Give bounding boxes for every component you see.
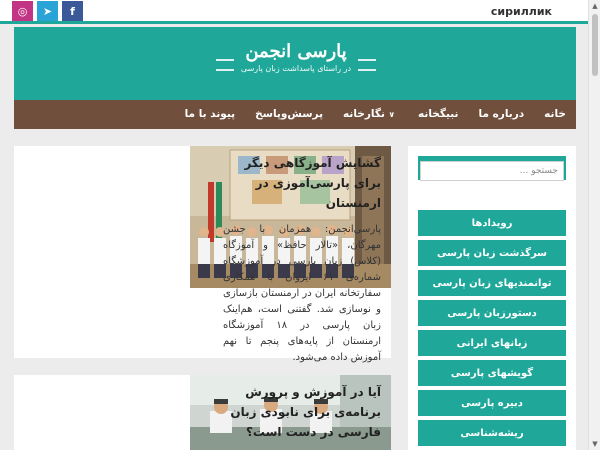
category-item[interactable]: گویشهای پارسی bbox=[418, 360, 566, 386]
post-card bbox=[14, 375, 391, 450]
search-box bbox=[418, 156, 566, 180]
telegram-icon[interactable]: ➤ bbox=[37, 1, 58, 21]
category-item[interactable]: دستورزبان پارسی bbox=[418, 300, 566, 326]
post-excerpt: پارسی‌انجمن: همزمان با جشن مهرگان، «تالار حافظ» و آموزگاه (کلاس) زبان پارسی در آموزشگاه شماره‌ی ۶۱ ایروان با همکاری سفارتخانه ایران در ارمنستان بازسازی و نوسازی شد. گفتنی است، هم‌اینک زبان پارسی در ۱۸ آموزشگاه ارمنستان از پایه‌های پنجم تا نهم آموزش داده می‌شود. bbox=[223, 224, 381, 363]
nav-item-home[interactable]: خانه bbox=[544, 108, 566, 120]
nav-item-faq[interactable]: پرسش‌وپاسخ bbox=[255, 108, 324, 120]
facebook-icon[interactable]: f bbox=[62, 1, 83, 21]
top-bar bbox=[0, 0, 588, 24]
category-list bbox=[418, 210, 566, 450]
scroll-up-icon[interactable]: ▲ bbox=[592, 2, 598, 10]
social-links bbox=[12, 1, 83, 21]
site-logo[interactable] bbox=[236, 41, 356, 87]
nav-item-gallery[interactable] bbox=[333, 100, 408, 129]
category-item[interactable]: دبیره پارسی bbox=[418, 390, 566, 416]
post-title[interactable]: گشایش آموزگاهی دیگر برای پارسی‌آموزی در ارمنستان bbox=[244, 156, 381, 210]
sidebar bbox=[408, 146, 576, 450]
logo-wing-left-icon bbox=[216, 59, 234, 71]
site-header bbox=[14, 27, 576, 100]
scrollbar-thumb[interactable] bbox=[592, 14, 598, 76]
category-item[interactable]: توانمندیهای زبان پارسی bbox=[418, 270, 566, 296]
nav-item-gallery-label: نگارخانه bbox=[343, 108, 385, 120]
main-nav bbox=[14, 100, 576, 129]
nav-item-contact[interactable]: پیوند با ما bbox=[184, 108, 236, 120]
logo-subtitle: در راستای پاسداشت زبان پارسی bbox=[240, 64, 352, 73]
scroll-down-icon[interactable]: ▼ bbox=[592, 440, 598, 448]
page-scrollbar[interactable] bbox=[588, 0, 600, 450]
logo-wing-right-icon bbox=[358, 59, 376, 71]
search-input[interactable] bbox=[420, 161, 564, 181]
cyrillic-language-link[interactable]: сириллик bbox=[490, 5, 552, 18]
category-item[interactable]: رویدادها bbox=[418, 210, 566, 236]
post-text bbox=[223, 152, 381, 366]
nav-item-library[interactable]: نبیگخانه bbox=[418, 108, 459, 120]
category-item[interactable]: زبانهای ایرانی bbox=[418, 330, 566, 356]
instagram-icon[interactable]: ◎ bbox=[12, 1, 33, 21]
post-card bbox=[14, 146, 391, 363]
logo-title: پارسی انجمن bbox=[245, 41, 347, 62]
post-title[interactable]: آیا در آموزش و پرورش برنامه‌ی برای نابودی زبان فارسی در دست است؟ bbox=[230, 385, 381, 439]
category-item[interactable]: ریشه‌شناسی bbox=[418, 420, 566, 446]
chevron-down-icon: ∨ bbox=[388, 110, 396, 119]
post-text bbox=[223, 381, 381, 450]
category-item[interactable]: سرگذشت زبان پارسی bbox=[418, 240, 566, 266]
nav-item-about[interactable]: درباره ما bbox=[478, 108, 525, 120]
